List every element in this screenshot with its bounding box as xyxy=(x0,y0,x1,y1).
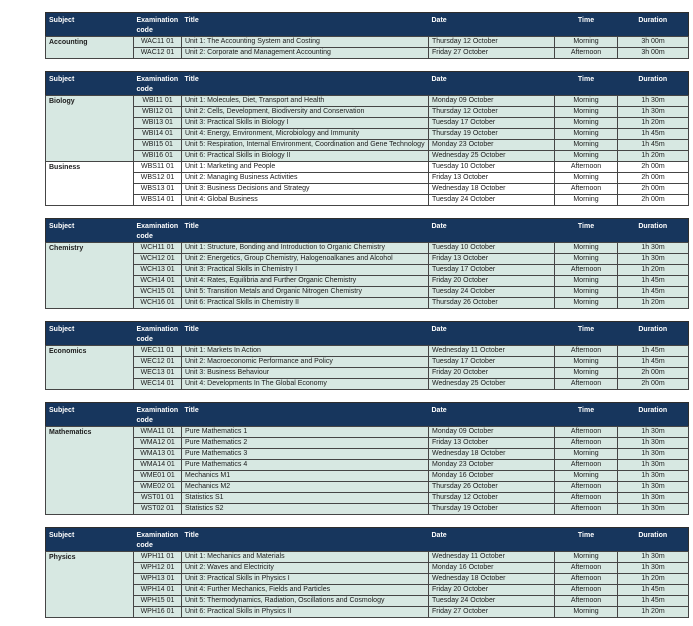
time-cell: Morning xyxy=(555,129,618,140)
title-cell: Unit 4: Developments In The Global Economy xyxy=(182,379,429,390)
table-row xyxy=(46,243,689,254)
exam-table xyxy=(45,321,689,390)
date-cell: Tuesday 24 October xyxy=(429,596,555,607)
table-row xyxy=(46,379,689,390)
table-body xyxy=(46,96,689,206)
duration-cell: 1h 30m xyxy=(618,254,689,265)
exam-code-cell: WPH13 01 xyxy=(134,574,182,585)
header-examination-line1: Examination xyxy=(136,532,179,539)
time-cell: Morning xyxy=(555,151,618,162)
exam-code-cell: WME02 01 xyxy=(134,482,182,493)
header-time: Time xyxy=(555,528,618,552)
header-subject: Subject xyxy=(46,219,134,243)
header-subject: Subject xyxy=(46,72,134,96)
exam-code-cell: WAC11 01 xyxy=(134,37,182,48)
table-row xyxy=(46,368,689,379)
time-cell: Morning xyxy=(555,140,618,151)
table-row xyxy=(46,438,689,449)
duration-cell: 2h 00m xyxy=(618,379,689,390)
date-cell: Wednesday 25 October xyxy=(429,151,555,162)
time-cell: Afternoon xyxy=(555,460,618,471)
time-cell: Afternoon xyxy=(555,504,618,515)
duration-cell: 3h 00m xyxy=(618,48,689,59)
header-examination-line1: Examination xyxy=(136,326,179,333)
subject-cell: Accounting xyxy=(46,37,134,59)
header-title: Title xyxy=(182,13,429,37)
table-row xyxy=(46,596,689,607)
time-cell: Afternoon xyxy=(555,346,618,357)
duration-cell: 1h 45m xyxy=(618,585,689,596)
table-row xyxy=(46,552,689,563)
duration-cell: 1h 30m xyxy=(618,493,689,504)
header-time: Time xyxy=(555,219,618,243)
header-examination-line2: code xyxy=(136,27,153,34)
header-date: Date xyxy=(429,403,555,427)
time-cell: Morning xyxy=(555,287,618,298)
title-cell: Unit 2: Macroeconomic Performance and Policy xyxy=(182,357,429,368)
subject-cell: Economics xyxy=(46,346,134,390)
duration-cell: 1h 30m xyxy=(618,460,689,471)
header-date: Date xyxy=(429,219,555,243)
date-cell: Thursday 12 October xyxy=(429,493,555,504)
time-cell: Morning xyxy=(555,195,618,206)
exam-code-cell: WPH12 01 xyxy=(134,563,182,574)
table-row xyxy=(46,129,689,140)
exam-table xyxy=(45,402,689,515)
header-date: Date xyxy=(429,72,555,96)
title-cell: Unit 1: Structure, Bonding and Introduction to Organic Chemistry xyxy=(182,243,429,254)
header-title: Title xyxy=(182,219,429,243)
title-cell: Unit 4: Rates, Equilibria and Further Organic Chemistry xyxy=(182,276,429,287)
date-cell: Tuesday 17 October xyxy=(429,357,555,368)
exam-code-cell: WCH14 01 xyxy=(134,276,182,287)
exam-code-cell: WMA13 01 xyxy=(134,449,182,460)
title-cell: Unit 6: Practical Skills in Biology II xyxy=(182,151,429,162)
header-duration: Duration xyxy=(618,528,689,552)
table-header xyxy=(46,219,689,243)
table-row xyxy=(46,493,689,504)
title-cell: Unit 1: The Accounting System and Costing xyxy=(182,37,429,48)
title-cell: Pure Mathematics 4 xyxy=(182,460,429,471)
title-cell: Unit 4: Global Business xyxy=(182,195,429,206)
table-row xyxy=(46,504,689,515)
table-row xyxy=(46,449,689,460)
exam-code-cell: WBS13 01 xyxy=(134,184,182,195)
header-date: Date xyxy=(429,528,555,552)
duration-cell: 1h 30m xyxy=(618,107,689,118)
table-header xyxy=(46,322,689,346)
date-cell: Thursday 19 October xyxy=(429,129,555,140)
time-cell: Afternoon xyxy=(555,482,618,493)
title-cell: Unit 5: Transition Metals and Organic Nitrogen Chemistry xyxy=(182,287,429,298)
time-cell: Morning xyxy=(555,118,618,129)
header-examination-line2: code xyxy=(136,86,153,93)
time-cell: Afternoon xyxy=(555,162,618,173)
duration-cell: 1h 30m xyxy=(618,471,689,482)
duration-cell: 1h 30m xyxy=(618,243,689,254)
table-row xyxy=(46,460,689,471)
title-cell: Unit 2: Energetics, Group Chemistry, Halogenoalkanes and Alcohol xyxy=(182,254,429,265)
title-cell: Unit 1: Marketing and People xyxy=(182,162,429,173)
date-cell: Wednesday 18 October xyxy=(429,574,555,585)
table-row xyxy=(46,184,689,195)
header-title: Title xyxy=(182,72,429,96)
exam-code-cell: WBS12 01 xyxy=(134,173,182,184)
date-cell: Tuesday 10 October xyxy=(429,243,555,254)
header-duration: Duration xyxy=(618,13,689,37)
title-cell: Unit 3: Business Decisions and Strategy xyxy=(182,184,429,195)
table-row xyxy=(46,427,689,438)
header-examination-code xyxy=(134,322,182,346)
table-row xyxy=(46,140,689,151)
header-subject: Subject xyxy=(46,403,134,427)
date-cell: Tuesday 24 October xyxy=(429,287,555,298)
time-cell: Afternoon xyxy=(555,596,618,607)
date-cell: Tuesday 24 October xyxy=(429,195,555,206)
header-title: Title xyxy=(182,322,429,346)
time-cell: Morning xyxy=(555,471,618,482)
table-row xyxy=(46,162,689,173)
header-time: Time xyxy=(555,322,618,346)
header-examination-line2: code xyxy=(136,417,153,424)
table-body xyxy=(46,37,689,59)
header-date: Date xyxy=(429,322,555,346)
subject-cell: Chemistry xyxy=(46,243,134,309)
header-time: Time xyxy=(555,72,618,96)
exam-table xyxy=(45,527,689,618)
table-body xyxy=(46,552,689,618)
time-cell: Afternoon xyxy=(555,493,618,504)
duration-cell: 3h 00m xyxy=(618,37,689,48)
date-cell: Monday 16 October xyxy=(429,563,555,574)
time-cell: Afternoon xyxy=(555,585,618,596)
header-examination-line2: code xyxy=(136,542,153,549)
title-cell: Pure Mathematics 3 xyxy=(182,449,429,460)
table-row xyxy=(46,298,689,309)
date-cell: Thursday 12 October xyxy=(429,37,555,48)
date-cell: Thursday 26 October xyxy=(429,482,555,493)
title-cell: Mechanics M2 xyxy=(182,482,429,493)
exam-code-cell: WCH16 01 xyxy=(134,298,182,309)
title-cell: Unit 4: Further Mechanics, Fields and Particles xyxy=(182,585,429,596)
table-row xyxy=(46,118,689,129)
title-cell: Unit 6: Practical Skills in Physics II xyxy=(182,607,429,618)
duration-cell: 1h 45m xyxy=(618,287,689,298)
title-cell: Unit 5: Respiration, Internal Environment, Coordination and Gene Technology xyxy=(182,140,429,151)
time-cell: Afternoon xyxy=(555,184,618,195)
subject-cell: Physics xyxy=(46,552,134,618)
table-row xyxy=(46,482,689,493)
timetable-list xyxy=(45,12,688,618)
table-row xyxy=(46,607,689,618)
table-row xyxy=(46,195,689,206)
time-cell: Morning xyxy=(555,449,618,460)
date-cell: Friday 20 October xyxy=(429,585,555,596)
exam-code-cell: WBI14 01 xyxy=(134,129,182,140)
duration-cell: 1h 20m xyxy=(618,574,689,585)
duration-cell: 1h 45m xyxy=(618,357,689,368)
table-body xyxy=(46,427,689,515)
table-row xyxy=(46,151,689,162)
duration-cell: 1h 20m xyxy=(618,265,689,276)
duration-cell: 1h 30m xyxy=(618,438,689,449)
title-cell: Unit 1: Markets In Action xyxy=(182,346,429,357)
time-cell: Morning xyxy=(555,298,618,309)
header-title: Title xyxy=(182,403,429,427)
exam-code-cell: WEC12 01 xyxy=(134,357,182,368)
time-cell: Morning xyxy=(555,368,618,379)
title-cell: Unit 2: Cells, Development, Biodiversity and Conservation xyxy=(182,107,429,118)
time-cell: Morning xyxy=(555,254,618,265)
exam-code-cell: WCH13 01 xyxy=(134,265,182,276)
date-cell: Monday 16 October xyxy=(429,471,555,482)
header-title: Title xyxy=(182,528,429,552)
duration-cell: 2h 00m xyxy=(618,184,689,195)
time-cell: Morning xyxy=(555,107,618,118)
duration-cell: 1h 20m xyxy=(618,151,689,162)
table-row xyxy=(46,346,689,357)
date-cell: Tuesday 17 October xyxy=(429,265,555,276)
title-cell: Unit 1: Mechanics and Materials xyxy=(182,552,429,563)
table-row xyxy=(46,96,689,107)
exam-code-cell: WBS11 01 xyxy=(134,162,182,173)
duration-cell: 1h 45m xyxy=(618,596,689,607)
exam-code-cell: WMA14 01 xyxy=(134,460,182,471)
duration-cell: 1h 20m xyxy=(618,118,689,129)
time-cell: Afternoon xyxy=(555,438,618,449)
exam-code-cell: WST01 01 xyxy=(134,493,182,504)
exam-table xyxy=(45,71,689,206)
duration-cell: 1h 45m xyxy=(618,140,689,151)
time-cell: Morning xyxy=(555,243,618,254)
header-examination-code xyxy=(134,403,182,427)
header-examination-line1: Examination xyxy=(136,223,179,230)
exam-code-cell: WBI15 01 xyxy=(134,140,182,151)
date-cell: Tuesday 17 October xyxy=(429,118,555,129)
header-subject: Subject xyxy=(46,13,134,37)
subject-cell: Biology xyxy=(46,96,134,162)
time-cell: Morning xyxy=(555,552,618,563)
duration-cell: 1h 45m xyxy=(618,346,689,357)
header-examination-line2: code xyxy=(136,233,153,240)
table-row xyxy=(46,585,689,596)
duration-cell: 1h 30m xyxy=(618,427,689,438)
exam-code-cell: WME01 01 xyxy=(134,471,182,482)
title-cell: Unit 2: Managing Business Activities xyxy=(182,173,429,184)
exam-code-cell: WEC11 01 xyxy=(134,346,182,357)
table-row xyxy=(46,357,689,368)
header-duration: Duration xyxy=(618,219,689,243)
date-cell: Monday 09 October xyxy=(429,427,555,438)
duration-cell: 1h 30m xyxy=(618,449,689,460)
date-cell: Friday 27 October xyxy=(429,607,555,618)
duration-cell: 1h 45m xyxy=(618,276,689,287)
header-subject: Subject xyxy=(46,322,134,346)
duration-cell: 1h 20m xyxy=(618,298,689,309)
date-cell: Friday 13 October xyxy=(429,254,555,265)
header-examination-code xyxy=(134,528,182,552)
table-header xyxy=(46,528,689,552)
exam-code-cell: WPH14 01 xyxy=(134,585,182,596)
exam-table xyxy=(45,218,689,309)
date-cell: Friday 13 October xyxy=(429,438,555,449)
table-row xyxy=(46,107,689,118)
title-cell: Unit 5: Thermodynamics, Radiation, Oscillations and Cosmology xyxy=(182,596,429,607)
header-examination-code xyxy=(134,72,182,96)
title-cell: Statistics S1 xyxy=(182,493,429,504)
duration-cell: 1h 30m xyxy=(618,504,689,515)
title-cell: Unit 2: Corporate and Management Accounting xyxy=(182,48,429,59)
table-row xyxy=(46,37,689,48)
date-cell: Thursday 12 October xyxy=(429,107,555,118)
table-header xyxy=(46,72,689,96)
time-cell: Morning xyxy=(555,276,618,287)
header-duration: Duration xyxy=(618,322,689,346)
time-cell: Morning xyxy=(555,96,618,107)
date-cell: Thursday 26 October xyxy=(429,298,555,309)
time-cell: Morning xyxy=(555,357,618,368)
date-cell: Thursday 19 October xyxy=(429,504,555,515)
time-cell: Afternoon xyxy=(555,427,618,438)
duration-cell: 2h 00m xyxy=(618,173,689,184)
header-duration: Duration xyxy=(618,403,689,427)
exam-code-cell: WEC14 01 xyxy=(134,379,182,390)
exam-code-cell: WBS14 01 xyxy=(134,195,182,206)
time-cell: Morning xyxy=(555,173,618,184)
table-row xyxy=(46,287,689,298)
header-examination-line1: Examination xyxy=(136,407,179,414)
date-cell: Friday 20 October xyxy=(429,276,555,287)
title-cell: Pure Mathematics 2 xyxy=(182,438,429,449)
title-cell: Unit 1: Molecules, Diet, Transport and Health xyxy=(182,96,429,107)
table-row xyxy=(46,563,689,574)
header-subject: Subject xyxy=(46,528,134,552)
duration-cell: 1h 20m xyxy=(618,607,689,618)
table-row xyxy=(46,265,689,276)
date-cell: Wednesday 11 October xyxy=(429,552,555,563)
exam-code-cell: WAC12 01 xyxy=(134,48,182,59)
header-time: Time xyxy=(555,13,618,37)
exam-code-cell: WST02 01 xyxy=(134,504,182,515)
duration-cell: 1h 30m xyxy=(618,96,689,107)
date-cell: Monday 09 October xyxy=(429,96,555,107)
header-date: Date xyxy=(429,13,555,37)
header-examination-line1: Examination xyxy=(136,76,179,83)
duration-cell: 1h 45m xyxy=(618,129,689,140)
duration-cell: 2h 00m xyxy=(618,368,689,379)
exam-code-cell: WBI12 01 xyxy=(134,107,182,118)
exam-code-cell: WMA11 01 xyxy=(134,427,182,438)
title-cell: Pure Mathematics 1 xyxy=(182,427,429,438)
subject-cell: Mathematics xyxy=(46,427,134,515)
exam-code-cell: WBI13 01 xyxy=(134,118,182,129)
table-row xyxy=(46,254,689,265)
table-header xyxy=(46,403,689,427)
time-cell: Morning xyxy=(555,607,618,618)
title-cell: Unit 3: Practical Skills in Chemistry I xyxy=(182,265,429,276)
table-body xyxy=(46,346,689,390)
duration-cell: 1h 30m xyxy=(618,552,689,563)
exam-table xyxy=(45,12,689,59)
title-cell: Mechanics M1 xyxy=(182,471,429,482)
date-cell: Friday 20 October xyxy=(429,368,555,379)
title-cell: Unit 3: Practical Skills in Physics I xyxy=(182,574,429,585)
title-cell: Unit 4: Energy, Environment, Microbiology and Immunity xyxy=(182,129,429,140)
table-row xyxy=(46,173,689,184)
title-cell: Statistics S2 xyxy=(182,504,429,515)
table-row xyxy=(46,574,689,585)
date-cell: Monday 23 October xyxy=(429,460,555,471)
duration-cell: 1h 30m xyxy=(618,563,689,574)
duration-cell: 1h 30m xyxy=(618,482,689,493)
date-cell: Wednesday 11 October xyxy=(429,346,555,357)
exam-code-cell: WEC13 01 xyxy=(134,368,182,379)
duration-cell: 2h 00m xyxy=(618,195,689,206)
header-duration: Duration xyxy=(618,72,689,96)
header-examination-line1: Examination xyxy=(136,17,179,24)
time-cell: Morning xyxy=(555,37,618,48)
subject-cell: Business xyxy=(46,162,134,206)
header-examination-code xyxy=(134,219,182,243)
exam-code-cell: WCH15 01 xyxy=(134,287,182,298)
title-cell: Unit 2: Waves and Electricity xyxy=(182,563,429,574)
duration-cell: 2h 00m xyxy=(618,162,689,173)
exam-code-cell: WPH16 01 xyxy=(134,607,182,618)
date-cell: Monday 23 October xyxy=(429,140,555,151)
date-cell: Friday 13 October xyxy=(429,173,555,184)
time-cell: Afternoon xyxy=(555,265,618,276)
date-cell: Wednesday 25 October xyxy=(429,379,555,390)
table-body xyxy=(46,243,689,309)
date-cell: Wednesday 18 October xyxy=(429,184,555,195)
exam-code-cell: WMA12 01 xyxy=(134,438,182,449)
date-cell: Tuesday 10 October xyxy=(429,162,555,173)
header-examination-code xyxy=(134,13,182,37)
time-cell: Afternoon xyxy=(555,563,618,574)
exam-code-cell: WCH12 01 xyxy=(134,254,182,265)
exam-code-cell: WPH15 01 xyxy=(134,596,182,607)
title-cell: Unit 3: Business Behaviour xyxy=(182,368,429,379)
exam-code-cell: WBI11 01 xyxy=(134,96,182,107)
header-time: Time xyxy=(555,403,618,427)
header-examination-line2: code xyxy=(136,336,153,343)
table-header xyxy=(46,13,689,37)
time-cell: Afternoon xyxy=(555,48,618,59)
table-row xyxy=(46,276,689,287)
time-cell: Afternoon xyxy=(555,574,618,585)
date-cell: Wednesday 18 October xyxy=(429,449,555,460)
exam-code-cell: WBI16 01 xyxy=(134,151,182,162)
title-cell: Unit 3: Practical Skills in Biology I xyxy=(182,118,429,129)
exam-code-cell: WPH11 01 xyxy=(134,552,182,563)
table-row xyxy=(46,48,689,59)
date-cell: Friday 27 October xyxy=(429,48,555,59)
title-cell: Unit 6: Practical Skills in Chemistry II xyxy=(182,298,429,309)
time-cell: Afternoon xyxy=(555,379,618,390)
exam-code-cell: WCH11 01 xyxy=(134,243,182,254)
table-row xyxy=(46,471,689,482)
